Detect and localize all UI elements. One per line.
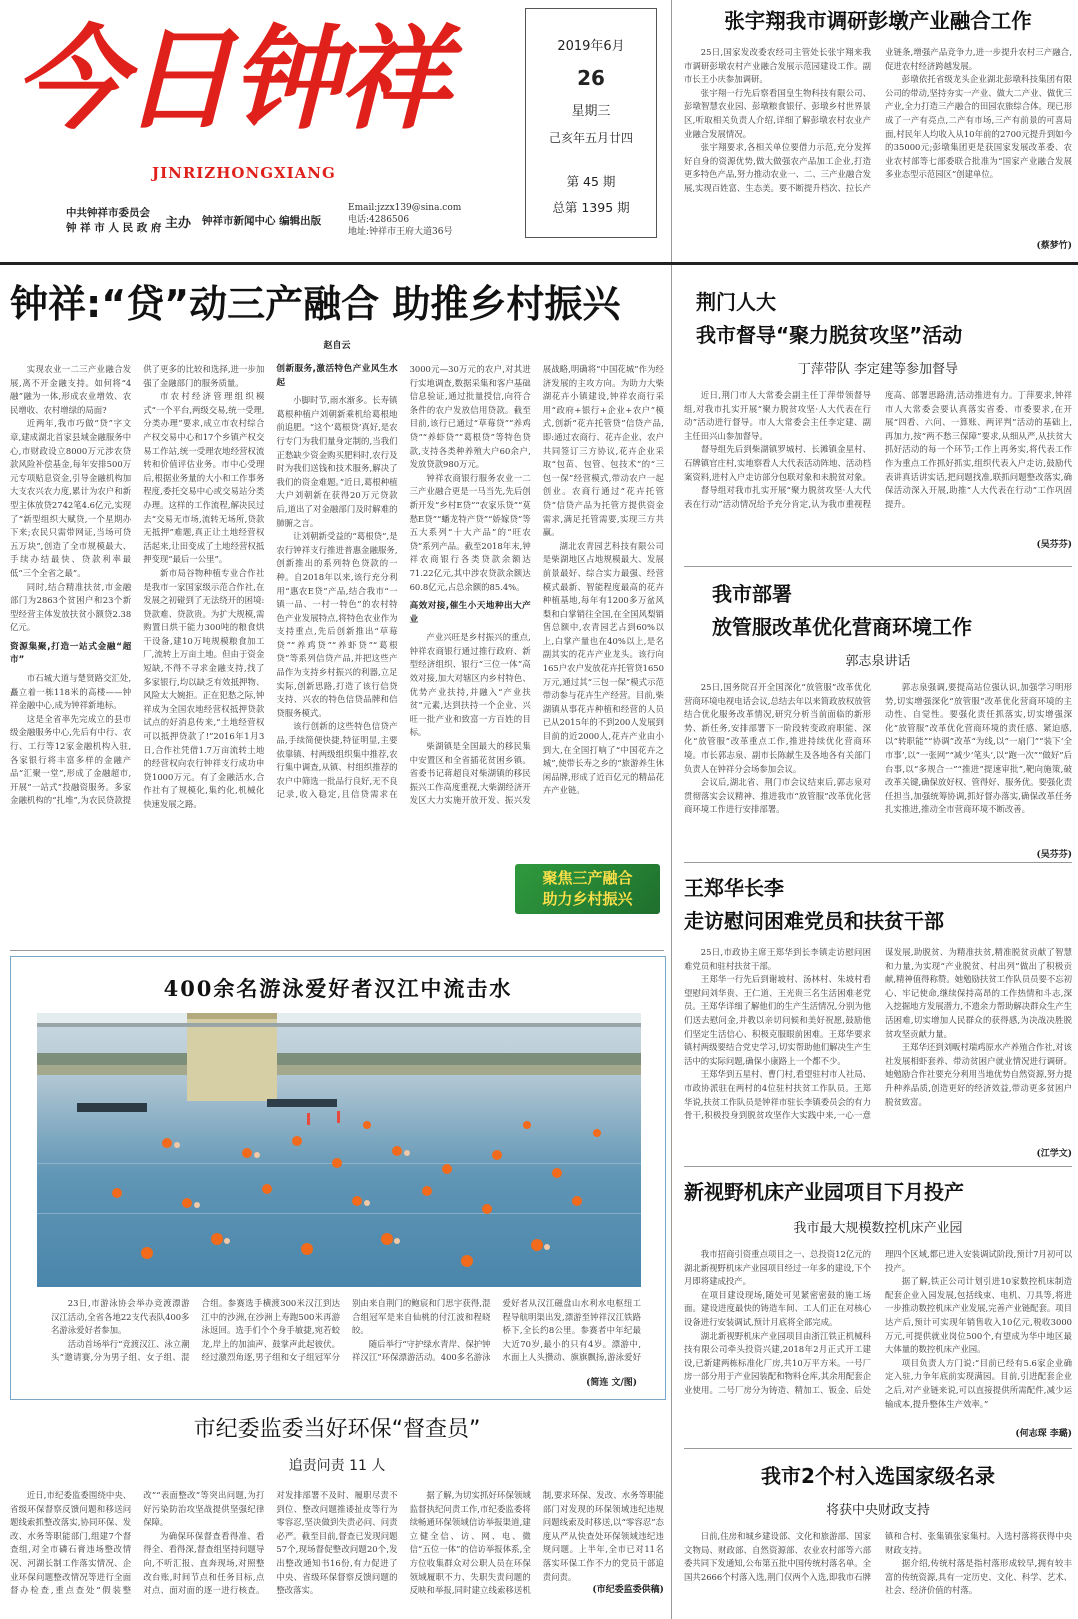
sponsor-1: 中共钟祥市委员会 xyxy=(66,207,150,219)
r5-para: 湖北新视野机床产业园项目由浙江铁正机械科技有限公司牵头投资兴建,2018年2月正式开工建设,已新建两栋标准化厂房,共10万平方米。一号厂房一部分用于产业园装配和物料仓库,其余用配套企业使用。二号厂房分为铸造、精加工、钣金、后处理四个区域,都已进入安装调试阶段,预计7月初可以投产。 xyxy=(684,1249,1072,1395)
issue-number: 第 45 期 xyxy=(566,174,616,189)
swim-article xyxy=(10,956,666,1400)
r5-body xyxy=(684,1248,1072,1426)
article-r5 xyxy=(684,1176,1072,1440)
discipline-article xyxy=(10,1412,664,1616)
r4-para: 王郑华一行先后到谢坡村、汤林村、朱坡村看望慰问刘华贵、王仁道、王光贵三名生活困难老党员。王郑华详细了解他们的生产生活情况,分别为他们送去慰问金,并教以亲切问候和美好祝愿,鼓励他们坚定生活信心、积极克服眼前困难。王郑华要求镇村两级要结合党史学习,切实帮助他们解决生产生活中的实际问题,确保小康路上一个都不少。 xyxy=(684,974,871,1066)
section-rule xyxy=(10,950,664,951)
r3-headline-line1: 我市部署 xyxy=(712,582,792,606)
r1-para: 彭墩依托省级龙头企业湖北彭墩科技集团有限公司的带动,坚持夯实一产业、做大二产业、做优三产业,全力打造三产融合的田园农旅综合体。现已形成了一产有亮点,二产有市场,三产有前景的可喜局面,村民年人均收入从10年前的2700元提升到如今的35000元;彭墩集团更是获国家发展改革委、农业农村部等七部委联合批准为“国家产业融合发展多业态型示范园区”创建单位。 xyxy=(885,74,1072,180)
r2-subheadline: 丁萍带队 李定建等参加督导 xyxy=(797,362,959,377)
badge-line-1: 聚焦三产融合 xyxy=(542,869,633,887)
swim-byline: (简连 文/图) xyxy=(586,1378,637,1388)
email: Email:jzzx139@sina.com xyxy=(348,203,462,213)
swim-para: 23日,市游泳协会举办竞渡漂游汉江活动,全省各地22支代表队400多名游泳爱好者参加。 xyxy=(51,1298,190,1336)
contact xyxy=(348,202,461,238)
discipline-body xyxy=(10,1489,664,1619)
r3-para: 郭志泉强调,要提高站位强认识,加强学习明形势,切实增强深化“放管服”改革优化营商环境的主动性、自觉性。要强化责任抓落实,切实增强深化“放管服”改革优化营商环境的责任感、紧迫感,以“转职能”“协调”改革“为线,以“一扇门”“装下‘全市事’,以“一张网”“减少‘笔头’,以“跑一次”“做好”后台事,以“多规合一”“推进”提速审批”,靶向施策,破改革关键,确保放好权、管得好、服务优。要强化责任担当,加强统筹协调,抓好督办落实,确保改革任务扎实推进,推动全市营商环境不断改善。 xyxy=(885,682,1072,815)
sponsors xyxy=(66,206,161,236)
discipline-para: 据了解,为切实抓好环保领域监督执纪问责工作,市纪委监委将续畅通环保领域信访举报渠道,建立健全信、访、网、电、微信“五位一体”的信访举报体系,全方位收集群众对公职人员在环保领域履职不力、失职失责问题的反映和举报,同时建立线索移送机制,要求环保、发改、水务等职能部门对发现的环保领域违纪违规问题线索及时移送,以“零容忍”态度从严从快查处环保领域违纪违规问题。上半年,全市已对11名落实环保工作不力的党员干部追责问责。 xyxy=(409,1490,664,1596)
r4-body xyxy=(684,946,1072,1146)
date-box xyxy=(525,8,657,238)
r1-body xyxy=(684,46,1072,236)
r5-para: 据了解,铁正公司计划引进10家数控机床制造配套企业入园发展,包括线束、电机、刀具等,将进一步推动数控机床产业发展,完善产业链配套。项目达产后,预计可实现年销售收入10亿元,税收3000万元,可提供就业岗位500个,有望成为华中地区最大体量的数控机床产业园。 xyxy=(885,1276,1072,1355)
publisher: 钟祥市新闻中心 编辑出版 xyxy=(202,215,322,227)
r1-para: 张宇翔一行先后察看国皇生物科技有限公司、彭墩智慧农业园、彭墩粮食银仔、彭墩乡村世界景区,听取相关负责人介绍,详细了解彭墩农村农业产业融合发展情况。 xyxy=(684,87,871,139)
r6-headline: 我市2个村入选国家级名录 xyxy=(761,1464,995,1488)
r3-subheadline: 郭志泉讲话 xyxy=(845,654,911,669)
rule-r5 xyxy=(684,1448,1072,1449)
lead-para: 柴湖镇是全国最大的移民集中安置区和全省插花贫困乡镇。省委书记蒋超良对柴湖镇的移民振兴工作高度重视,大柴湖经济开发区大力实施开放开发、振兴发展战略,明确将“中国花城”作为经济发展的主攻方向。为助力大柴湖花卉小镇建设,钟祥农商行采用“政府+银行+企业+农户”模式,创新“花卉托管贷”信贷产品,即:通过农商行、花卉企业、农户共同签订三方协议,花卉企业采取“包苗、包管、包技术”的“三包一保”经营模式,带动农户一起创业。农商行通过“花卉托管贷”信贷产品为托管方提供资金需求,满足托管需要,实现三方共赢。 xyxy=(409,364,664,806)
masthead-pinyin: JINRIZHONGXIANG xyxy=(152,164,336,182)
swim-body xyxy=(51,1297,641,1367)
r6-body xyxy=(684,1530,1072,1602)
sponsor-2: 钟 祥 市 人 民 政 府 xyxy=(66,222,162,234)
swim-photo xyxy=(37,1013,641,1287)
lead-para: 近两年,我市巧做“贷”字文章,建成湖北首家县域金融服务中心,市财政设立8000万元涉农贷款风险补偿基金,每年安排500万元专项贴息资金,引导金融机构加大支农兴农力度,累计为农户和新型主体放贷2742笔4.6亿元,实现了“新型组织大赋贷,一个星期办下来;农民只需带网证,当场可贷五万块”,创造了全市规模最大、手续办结最快、贷款利率最低“三个全省之最”。 xyxy=(10,418,132,578)
article-r4 xyxy=(684,872,1072,1158)
address: 地址:钟祥市王府大道36号 xyxy=(348,227,453,237)
lead-para: 新市局谷物种植专业合作社是我市一家国家级示范合作社,在发展之初碰到了无法绕开的困境:贷款难、贷款贵。为扩大规模,需购置日烘干能力300吨的粮食烘干设备,建10万吨规模粮食加工厂,流转上万亩土地。但由于资金短缺,不得不寻求金融支持,找了多家银行,均以缺乏有效抵押物、风险太大婉拒。正在犯愁之际,钟祥成为全国农地经营权抵押贷款试点的好消息传来,“土地经营权可以抵押贷款了!”2016年1月3日,合作社凭借1.7万亩流转土地的经营权向农行钟祥支行成功申贷1000万元。有了金融活水,合作社有了规模化,集约化,机械化快速发展之路。 xyxy=(143,567,265,809)
r2-para: 督导组先后到柴湖镇罗城村、长滩镇金星村、石牌镇官庄村,实地察看人大代表活动阵地、活动档案资料,进村入户走访部分包联对象和未脱贫对象。 xyxy=(684,444,871,482)
article-r1 xyxy=(684,4,1072,251)
discipline-para: 近日,市纪委监委围绕中央、省级环保督察反馈问题和移送问题线索抓整改落实,协同环保、发改、水务等职能部门,组建7个督查组,对全市磷石膏违场整改情况、河湖长制工作落实情况、企业环保问题整改情况等进行全面督办检查,重点查处“假装整改”“表面整改”等突出问题,为打好污染防治攻坚战提供坚强纪律保障。 xyxy=(10,1490,265,1596)
r3-para: 25日,国务院召开全国深化“放管服”改革优化营商环境电视电话会议,总结去年以来简政放权放管结合优化服务改革情况,研究分析当前面临的新形势、新任务,安排部署下一阶段转变政府职能、深化“放管服”改革重点工作,推进持续优化营商环境。市长郭志泉、副市长陈献生及各地各有关部门负责人在钟祥分会场参加会议。 xyxy=(684,682,871,774)
r2-para: 近日,荆门市人大常委会副主任丁萍带领督导组,对我市扎实开展“聚力脱贫攻坚·人大代表在行动”活动进行督导。市人大常委会主任李定建、副主任田兴山参加督导。 xyxy=(684,390,871,441)
swim-para: 随后举行“守护绿水青岸、保护钟祥汉江”环保漂游活动。400多名游泳爱好者从汉江磁盘山水利水电枢纽工程导航明渠出发,漂游至钟祥汉江铁路桥下,全长约8公里。参赛者中年纪最大近70岁,最小的只有4岁。漂游中,水面上人头攒动、旗旗飘扬,游泳爱好 xyxy=(352,1298,641,1363)
swim-para: 活动首场举行“竞渡汉江、泳立潮头”邀请赛,分为男子组、女子组、混合组。参赛选手横渡300米汉江到达江中的沙洲,在沙洲上寿跑500米再游泳返回。选手们个个身手敏捷,宛若蛟龙,岸上的加油声、鼓掌声此起彼伏。经过激烈角逐,男子组和女子组冠军分别由来自荆门的鲍宸和门思宇获得,混合组冠军是来自仙桃的付江波和程晓皎。 xyxy=(51,1298,491,1363)
article-r6 xyxy=(684,1460,1072,1616)
lead-headline: 钟祥:“贷”动三产融合 助推乡村振兴 xyxy=(10,282,621,326)
masthead-rule xyxy=(0,262,1078,265)
r4-para: 王郑华到五星村、曹门村,看望驻村市人社局、市政协派驻在两村的4位驻村扶贫工作队员。王郑华说,扶贫工作队员是钟祥市驻长李镇委员会的有力骨干,积极投身到脱贫攻坚作大实践中来,一心一意谋发展,助脱贫、为精准扶贫,精准脱贫贡献了智慧和力量,为实现“产业脱贫、村出列”做出了积极贡献,精神值得称赞。她勉励扶贫工作队员员要不忘初心、牢记使命,继续保持高昂的工作热情和斗志,深入挖掘地方发展潜力,不遗余力帮助解决群众生产生活困难,切实增加人民群众的获得感,为决战决胜脱贫攻坚贡献力量。 xyxy=(684,947,1072,1121)
r2-headline-line2: 我市督导“聚力脱贫攻坚”活动 xyxy=(696,323,963,347)
lead-para: 产业兴旺是乡村振兴的重点,钟祥农商银行通过推行政府、新型经济组织、银行“三位一体”高效对接,加大对辖区内乡村特色、优势产业扶持,并融入“产业扶贫”元素,达到扶持一个企业、兴旺一批产业和致富一方百姓的目标。 xyxy=(409,632,531,738)
article-r2 xyxy=(684,286,1072,556)
lead-subhead-2: 创新服务,激活特色产业风生水起 xyxy=(276,364,398,388)
discipline-byline: (市纪委监委供稿) xyxy=(592,1585,664,1596)
total-issue: 总第 1395 期 xyxy=(552,200,630,215)
masthead-title: 今日钟祥 xyxy=(14,14,446,145)
lead-para: 这是全省率先完成立的县市级金融服务中心,先后有中行、农行、工行等12家金融机构入驻,各家银行将丰富多样的金融产品“汇聚一堂”,形成了金融超市,开展“一站式”投融资服务。多家金融机构的“扎堆”,为农民贷款提供了更多的比较和选择,进一步加强了金融部门的服务质量。 xyxy=(10,364,265,806)
lead-para: 该行创新的这些特色信贷产品,手续简便快捷,特征明显,主要依靠镇、村两级组织集中推荐,农行集中调查,从镇、村组织推荐的农户中筛选一批品行良好,无不良记录,收入稳定,且信贷需求在3000元—30万元的农户,对其进行实地调查,数据采集和客户基础信息验证,通过批量授信,向符合条件的农户发放信用贷款。截至目前,该行已通过“草莓贷”“养鸡贷”“养虾贷”“葛根贷”等特色贷款,支持各类种养殖大户60余户,发放贷款980万元。 xyxy=(276,364,531,800)
r5-headline: 新视野机床产业园项目下月投产 xyxy=(684,1180,964,1204)
rule-r4 xyxy=(684,1166,1072,1167)
lunar-date: 己亥年五月廿四 xyxy=(548,131,633,145)
r3-headline-line2: 放管服改革优化营商环境工作 xyxy=(712,615,972,639)
r4-para: 王郑华还到刘畈村瑞鸡原水产养殖合作社,对该社发展相虾套养、带动贫困户就业情况进行调研。她勉励合作社要充分利用当地优势自然资源,努力提升种养品质,创造更好的经济效益,带动更多贫困户脱贫致富。 xyxy=(885,1042,1072,1107)
r1-byline: (蔡梦竹) xyxy=(1036,241,1072,251)
r6-para: 据介绍,传统村落是指村落形成较早,拥有较丰富的传统资源,具有一定历史、文化、科学、艺术、社会、经济价值的村落。 xyxy=(885,1558,1072,1596)
r4-para: 25日,市政协主席王郑华到长李镇走访慰问困难党员和驻村扶贫干部。 xyxy=(684,947,871,971)
r4-headline-line2: 走访慰问困难党员和扶贫干部 xyxy=(684,909,944,933)
r2-body xyxy=(684,389,1072,537)
lead-subhead-1: 资源集聚,打造一站式金融“超市” xyxy=(10,641,132,666)
r2-byline: (吴芬芬) xyxy=(1036,540,1072,550)
rule-r2 xyxy=(684,566,1072,567)
date-day: 26 xyxy=(577,66,605,90)
lead-badge xyxy=(515,864,660,914)
r1-headline: 张宇翔我市调研彭墩产业融合工作 xyxy=(724,9,1032,33)
r5-para: 我市招商引资重点项目之一、总投资12亿元的湖北新视野机床产业园项目经过一年多的建设,下个月即将建成投产。 xyxy=(684,1249,871,1287)
phone: 电话:4286506 xyxy=(348,215,410,225)
swim-headline: 400余名游泳爱好者汉江中流击水 xyxy=(163,976,513,1001)
r6-para: 日前,住房和城乡建设部、文化和旅游部、国家文物局、财政部、自然资源部、农业农村部等六部委共同下发通知,公布第五批中国传统村落名单。全国共2666个村落入选,荆门仅两个入选,即我市石牌镇和合村、张集镇张家集村。入选村落将获得中央财政支持。 xyxy=(684,1531,1072,1582)
r1-para: 25日,国家发改委农经司主管处长张宇翔来我市调研彭墩农村产业融合发展示范园建设工作。副市长王小庆参加调研。 xyxy=(684,47,871,85)
r1-para: 张宇翔要求,各相关单位要借力示范,充分发挥好自身的资源优势,做大做强农产品加工企业,打造更多特色产品,努力推动农业一、二、三产业融合发展,实现百姓富、生态美。要不断提升档次、拉长产业链条,增强产品竞争力,进一步提升农村三产融合,促进农村经济跨越发展。 xyxy=(684,47,1072,193)
r5-para: 项目负责人方门说:“目前已经有5.6家企业确定入驻,力争年底前实现满园。目前,引进配套企业之后,对产业链来说,可以直接提供所需配件,减少运输成本,提升整体生产效率。” xyxy=(885,1357,1072,1409)
lead-para: 实现农业一二三产业融合发展,离不开金融支持。如何将“4融”融为一体,形成农业增效、农民增收、农村增绿的局面? xyxy=(10,364,132,415)
r6-subheadline: 将获中央财政支持 xyxy=(825,1503,930,1518)
article-r3 xyxy=(684,578,1072,860)
lead-article xyxy=(10,280,664,930)
sponsor-role: 主办 xyxy=(165,216,192,231)
weekday: 星期三 xyxy=(571,104,611,119)
r3-para: 会议后,湖北省、荆门市会议结束后,郭志泉对贯彻落实会议精神、推进我市“放管服”改革优化营商环境工作进行安排部署。 xyxy=(684,777,871,815)
lead-author: 赵自云 xyxy=(323,341,351,351)
r5-para: 在项目建设现场,随处可见紧密密鼓的施工场面。建设进度最快的铸造车间、工人们正在对核心设备进行安装调试,预计月底将全部完成。 xyxy=(684,1289,871,1327)
lead-para: 市石城大道与楚贤路交汇处,矗立着一栋118米的高楼——钟祥金融中心,成为钟祥新地标。 xyxy=(10,673,132,711)
lead-para: 同时,结合精准扶贫,市金融部门为2863个贫困户和23个新型经营主体发放扶贫小额贷2.38亿元。 xyxy=(10,581,132,633)
r5-byline: (何志琛 李璐) xyxy=(1015,1429,1072,1439)
discipline-para: 为确保环保督查看得准、看得全、看得深,督查组坚持问题导向,不听汇报、直奔现场,对照整改台账,时间节点和任务目标,点对点、面对面的逐一进行核查。对发排部署不及时、履职尽责不到位、整改问题推诿扯皮等行为零容忍,坚决做到失责必问、问责必严。截至目前,督查已发现问题57个,现场督促整改问题20个,发出整改通知书16份,有力促进了中央、省级环保督察反馈问题的整改落实。 xyxy=(143,1490,398,1596)
rule-r3 xyxy=(684,862,1072,863)
lead-body xyxy=(10,363,664,898)
lead-subhead-3: 高效对接,催生小天地种出大产业 xyxy=(409,601,531,625)
lead-para: 小脚时节,雨水渐多。长寿镇葛根种植户刘朝新乘机给葛根地前追肥。“这个‘葛根贷’真好,是农行专门为我们量身定制的,当我们正愁缺少资金购买肥料时,农行及时为我们送钱和技术服务,解决了我们的资金难题。”近日,葛根种植大户刘朝新在获得20万元贷款后,道出了对金融部门及时解难的肺腑之言。 xyxy=(276,395,398,528)
r4-headline-line1: 王郑华长李 xyxy=(684,876,784,900)
r3-byline: (吴芬芬) xyxy=(1036,850,1072,860)
r2-para: 督导组对我市扎实开展“聚力脱贫攻坚·人大代表在行动”活动情况给予充分肯定,认为我市重视程度高、部署思路清,活动推进有力。丁萍要求,钟祥市人大常委会要认真落实省委、市委要求,在开展“四看、六问、一算账、两评判”活动的基础上,再加力,按“两不愁三保障”要求,从细从严,从扶贫大抓好活动的每一个环节;工作上再务实,将代表工作作为重点工作抓好抓实,组织代表入户走访,鼓励代表讲真话讲实话,把问题找准,联抓问题整改落实,确保活动深入开展,助推“人大代表在行动”工作巩固提升。 xyxy=(684,390,1072,509)
date-line: 2019年6月 xyxy=(557,39,625,54)
badge-line-2: 助力乡村振兴 xyxy=(542,890,633,908)
masthead xyxy=(8,6,515,246)
lead-para: 湖北农青园艺科技有限公司是柴湖地区占地规模最大、发展前景最好、综合实力最强、经营模式最新、智能程度最高的花卉种植基地,每年有1200多万盆风梨和白掌销往全国,在全国风梨销售总额中,农青园艺占到60%以上,白掌产量也在40%以上,是名副其实的花卉产业龙头。该行向165户农户发放花卉托管贷1650万元,通过其“三包一保”模式示范带动参与花卉生产经营。目前,柴湖镇从事花卉种植和经营的人员已从2015年的不到200人发展到目前的近2000人,花卉产业由小到大,在全国打响了“中国花卉之城”,使带长寿之乡的“旅游养生休闲品牌,形成了近百亿元的精品花卉产业链。 xyxy=(542,540,664,796)
lead-para: 市农村经济管理组织模式“一个平台,两级交易,统一受理,分类办理”要求,成立市农村综合产权交易中心和17个乡镇产权交易工作站,统一受理农地经营权流转和价值评估业务。市中心受理后,根据业务量的大小和工作事务程度,委托交易中心或交易站分类办理。这样的工作流程,解决民过去“交易无市场,流转无场所,贷款无抵押”难题,真正让土地经营权活起来,让田变成了土地经营权抵押变现“最后一公里”。 xyxy=(143,391,265,565)
swim-photo-svg xyxy=(37,1013,641,1287)
r5-subheadline: 我市最大规模数控机床产业园 xyxy=(793,1221,963,1236)
r4-byline: (江学文) xyxy=(1036,1149,1072,1159)
discipline-headline: 市纪委监委当好环保“督查员” xyxy=(193,1417,481,1442)
r3-body xyxy=(684,681,1072,847)
lead-para: 钟祥农商银行服务农业一二三产业融合更是一马当先,先后创新开发“乡村E贷”“农家乐贷”“莫愁E贷”“蟠龙特产贷”“娇嫁贷”等五大系列“十大产品”的“旺农贷”系列产品。截至2018年末,钟祥农商银行各类贷款余额达71.22亿元,其中涉农贷款余额达60.8亿元,占总余额的85.4%。 xyxy=(409,472,531,592)
r2-headline-line1: 荆门人大 xyxy=(696,290,776,314)
discipline-subheadline: 追责问责 11 人 xyxy=(288,1458,386,1474)
column-rule xyxy=(671,0,672,1619)
lead-para: 让刘朝新受益的“葛根贷”,是农行钟祥支行推进普惠金融服务,创新推出的系列特色贷款的一种。自2018年以来,该行充分利用“惠农E贷”产品,结合我市“一镇一品、一村一特色”的农村特色产业发展特点,将特色农业作为支持重点,先后创新推出“草莓贷”“养鸡贷”“养虾贷”“葛根贷”等系列信贷产品,并把这些产品作为支持乡村振兴的利器,立足实际,创新思路,打造了该行信贷支持、兴农的特色信贷品牌和信贷服务模式。 xyxy=(276,531,398,718)
